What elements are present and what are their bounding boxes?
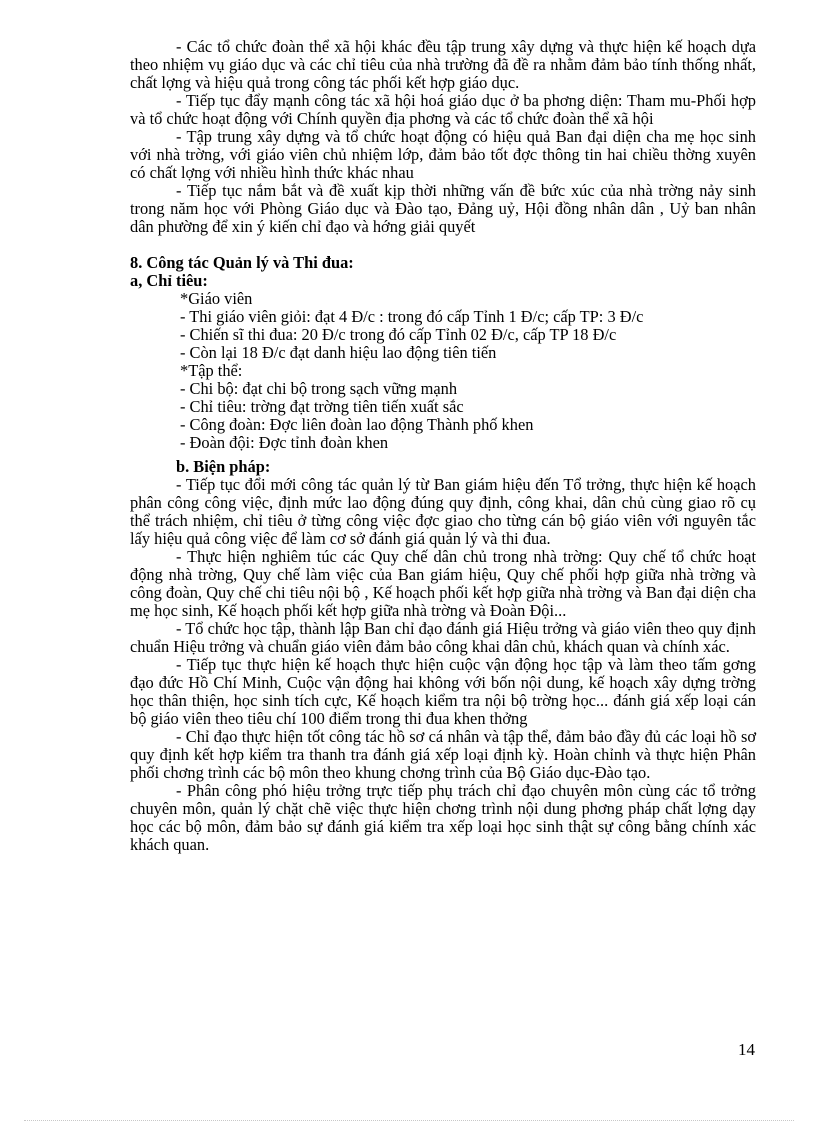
page-body bbox=[130, 38, 756, 854]
paragraph-urgent-issues: - Tiếp tục nắm bắt và đề xuất kịp thời những vấn đề bức xúc của nhà trờng nảy sinh trong năm học với Phòng Giáo dục và Đào tạo, Đảng uỷ, Hội đồng nhân dân , Uỷ ban nhân dân phường để xin ý kiến chỉ đạo và hớng giải quyết bbox=[130, 181, 756, 236]
target-item: *Tập thể: bbox=[180, 361, 243, 380]
targets-heading: a, Chỉ tiêu: bbox=[130, 271, 208, 290]
measure-paragraph: - Tổ chức học tập, thành lập Ban chỉ đạo đánh giá Hiệu trởng và giáo viên theo quy định chuẩn Hiệu trởng và chuẩn giáo viên đảm bảo công khai dân chủ, khách quan và chính xác. bbox=[130, 619, 756, 656]
measure-paragraph: - Thực hiện nghiêm túc các Quy chế dân chủ trong nhà trờng: Quy chế tổ chức hoạt động nhà trờng, Quy chế làm việc của Ban giám hiệu, Quy chế phối hợp giữa nhà trờng và công đoàn, Quy chế chi tiêu nội bộ , Kế hoạch phối kết hợp giữa nhà trờng và Ban đại diện cha mẹ học sinh, Kế hoạch phối kết hợp giữa nhà trờng và Đoàn Đội... bbox=[130, 547, 756, 620]
target-item: - Thi giáo viên giỏi: đạt 4 Đ/c : trong đó cấp Tỉnh 1 Đ/c; cấp TP: 3 Đ/c bbox=[180, 307, 644, 326]
paragraph-mass-organizations: - Các tổ chức đoàn thể xã hội khác đều tập trung xây dựng và thực hiện kế hoạch dựa theo nhiệm vụ giáo dục và các chỉ tiêu của nhà trường đã đề ra nhằm đảm bảo tính thống nhất, chất lợng và hiệu quả trong công tác phối kết hợp giáo dục. bbox=[130, 37, 756, 92]
target-item: - Chi bộ: đạt chi bộ trong sạch vững mạnh bbox=[180, 379, 458, 398]
measure-paragraph: - Tiếp tục thực hiện kế hoạch thực hiện cuộc vận động học tập và làm theo tấm gơng đạo đức Hồ Chí Minh, Cuộc vận động hai không với bốn nội dung, kế hoạch xây dựng trờng học thân thiện, học sinh tích cực, Kế hoạch kiểm tra nội bộ trờng học... đánh giá xếp loại cán bộ giáo viên theo tiêu chí 100 điểm trong thi đua khen thởng bbox=[130, 655, 756, 728]
measure-paragraph: - Phân công phó hiệu trởng trực tiếp phụ trách chỉ đạo chuyên môn cùng các tổ trởng chuyên môn, quản lý chặt chẽ việc thực hiện chơng trình nội dung phơng pháp chất lợng dạy học các bộ môn, đảm bảo sự đánh giá kiểm tra xếp loại học sinh thật sự công bằng chính xác khách quan. bbox=[130, 781, 756, 854]
measures-heading: b. Biện pháp: bbox=[176, 457, 271, 476]
paragraph-parent-board: - Tập trung xây dựng và tổ chức hoạt động có hiệu quả Ban đại diện cha mẹ học sinh với nhà trờng, với giáo viên chủ nhiệm lớp, đảm bảo tốt đợc thông tin hai chiều thờng xuyên có chất lợng với nhiều hình thức khác nhau bbox=[130, 127, 756, 182]
paragraph-socialization: - Tiếp tục đẩy mạnh công tác xã hội hoá giáo dục ở ba phơng diện: Tham mu-Phối hợp và tổ chức hoạt động với Chính quyền địa phơng và các tổ chức đoàn thể xã hội bbox=[130, 91, 756, 128]
target-item: *Giáo viên bbox=[180, 289, 253, 308]
target-item: - Còn lại 18 Đ/c đạt danh hiệu lao động tiên tiến bbox=[180, 343, 497, 362]
target-item: - Chỉ tiêu: trờng đạt trờng tiên tiến xuất sắc bbox=[180, 397, 464, 416]
measure-paragraph: - Tiếp tục đổi mới công tác quản lý từ Ban giám hiệu đến Tổ trởng, thực hiện kế hoạch phân công công việc, định mức lao động đúng quy định, công khai, dân chủ cùng giao rõ cụ thể trách nhiệm, chỉ tiêu ở từng công việc đợc giao cho từng cán bộ giáo viên với nguyên tắc lấy hiệu quả công việc để làm cơ sở đánh giá quản lý và thi đua. bbox=[130, 475, 756, 548]
target-item: - Đoàn đội: Đợc tỉnh đoàn khen bbox=[180, 433, 389, 452]
target-item: - Chiến sĩ thi đua: 20 Đ/c trong đó cấp Tỉnh 02 Đ/c, cấp TP 18 Đ/c bbox=[180, 325, 617, 344]
section-title: 8. Công tác Quản lý và Thi đua: bbox=[130, 253, 354, 272]
page-number: 14 bbox=[738, 1040, 755, 1059]
footer-divider bbox=[24, 1120, 794, 1121]
target-item: - Công đoàn: Đợc liên đoàn lao động Thành phố khen bbox=[180, 415, 534, 434]
measure-paragraph: - Chỉ đạo thực hiện tốt công tác hồ sơ cá nhân và tập thể, đảm bảo đầy đủ các loại hồ sơ quy định kết hợp kiểm tra thanh tra đánh giá xếp loại định kỳ. Hoàn chỉnh và thực hiện Phân phối chơng trình các bộ môn theo khung chơng trình của Bộ Giáo dục-Đào tạo. bbox=[130, 727, 756, 782]
spacer bbox=[130, 236, 756, 254]
